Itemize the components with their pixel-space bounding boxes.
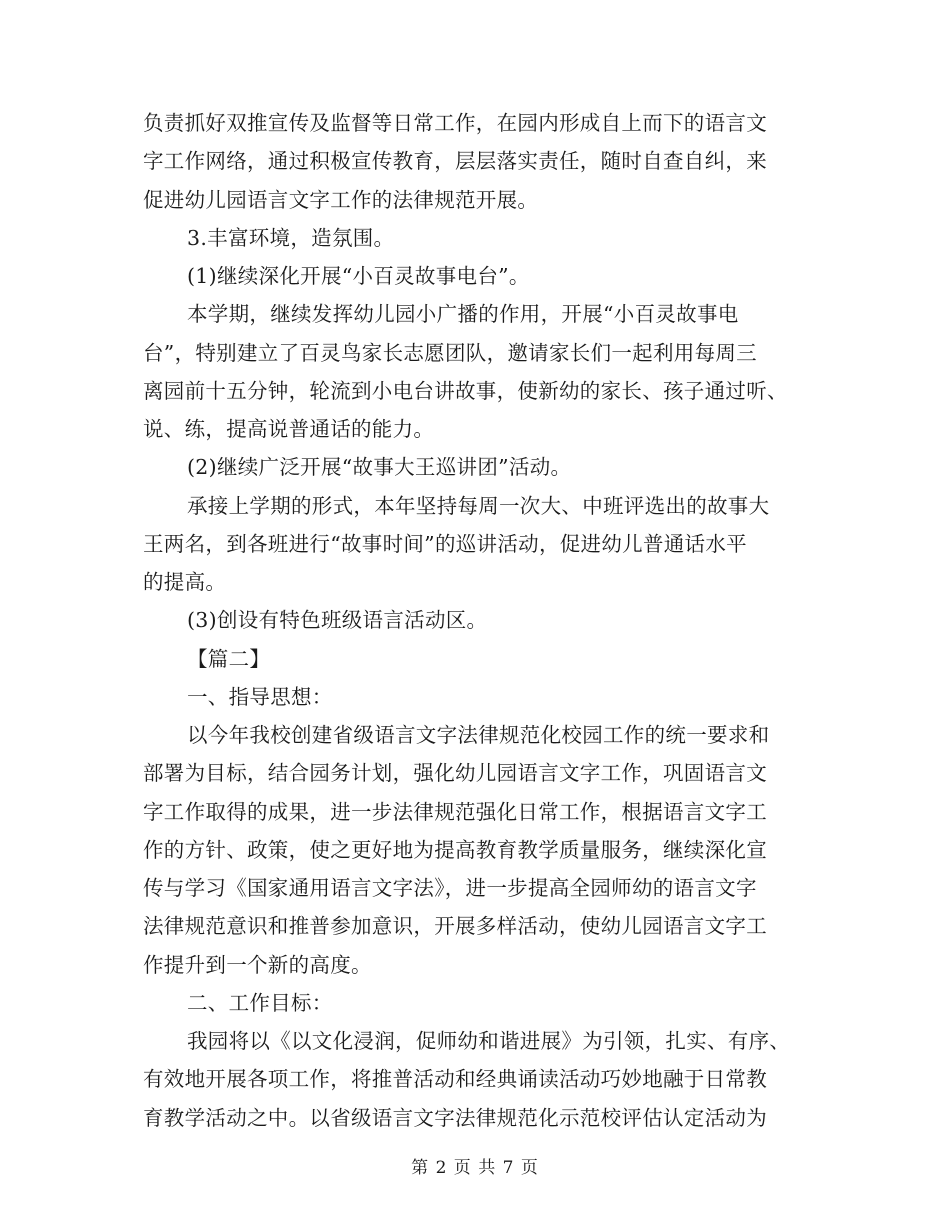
text-line: 台”，特别建立了百灵鸟家长志愿团队，邀请家长们一起利用每周三 <box>143 340 757 365</box>
text-line: 本学期，继续发挥幼儿园小广播的作用，开展“小百灵故事电 <box>187 302 739 327</box>
text-line: 离园前十五分钟，轮流到小电台讲故事，使新幼的家长、孩子通过听、 <box>143 378 788 403</box>
text-line: 承接上学期的形式，本年坚持每周一次大、中班评选出的故事大 <box>187 493 770 518</box>
section-heading: 二、工作目标： <box>187 990 333 1015</box>
text-line: 以今年我校创建省级语言文字法律规范化校园工作的统一要求和 <box>187 723 770 747</box>
text-line: 传与学习《国家通用语言文字法》，进一步提高全园师幼的语言文字 <box>143 876 757 900</box>
text-line: 说、练，提高说普通话的能力。 <box>143 417 435 441</box>
text-line: 字工作取得的成果，进一步法律规范强化日常工作，根据语言文字工 <box>143 799 767 824</box>
text-line: 法律规范意识和推普参加意识，开展多样活动，使幼儿园语言文字工 <box>143 914 767 939</box>
text-line: 负责抓好双推宣传及监督等日常工作，在园内形成自上而下的语言文 <box>143 111 767 135</box>
sub-heading: (1)继续深化开展“小百灵故事电台”。 <box>187 264 530 288</box>
sub-heading: (3)创设有特色班级语言活动区。 <box>187 608 488 633</box>
text-line: 有效地开展各项工作，将推普活动和经典诵读活动巧妙地融于日常教 <box>143 1067 767 1092</box>
text-line: 的提高。 <box>143 570 227 594</box>
document-body <box>143 104 815 1137</box>
text-line: 字工作网络，通过积极宣传教育，层层落实责任，随时自查自纠，来 <box>143 149 767 174</box>
section-heading: 一、指导思想： <box>187 684 333 709</box>
text-line: 促进幼儿园语言文字工作的法律规范开展。 <box>143 187 539 212</box>
sub-heading: (2)继续广泛开展“故事大王巡讲团”活动。 <box>187 455 572 480</box>
text-line: 部署为目标，结合园务计划，强化幼儿园语言文字工作，巩固语言文 <box>143 761 767 786</box>
section-heading: 3.丰富环境，造氛围。 <box>187 225 395 250</box>
part-heading: 【篇二】 <box>187 646 271 671</box>
text-line: 作的方针、政策，使之更好地为提高教育教学质量服务，继续深化宣 <box>143 837 767 862</box>
text-line: 育教学活动之中。以省级语言文字法律规范化示范校评估认定活动为 <box>143 1105 767 1130</box>
page-number-footer: 第 2 页 共 7 页 <box>411 1158 539 1178</box>
text-line: 我园将以《以文化浸润，促师幼和谐进展》为引领，扎实、有序、 <box>187 1029 791 1053</box>
text-line: 作提升到一个新的高度。 <box>143 952 372 977</box>
text-line: 王两名，到各班进行“故事时间”的巡讲活动，促进幼儿普通话水平 <box>143 531 747 556</box>
